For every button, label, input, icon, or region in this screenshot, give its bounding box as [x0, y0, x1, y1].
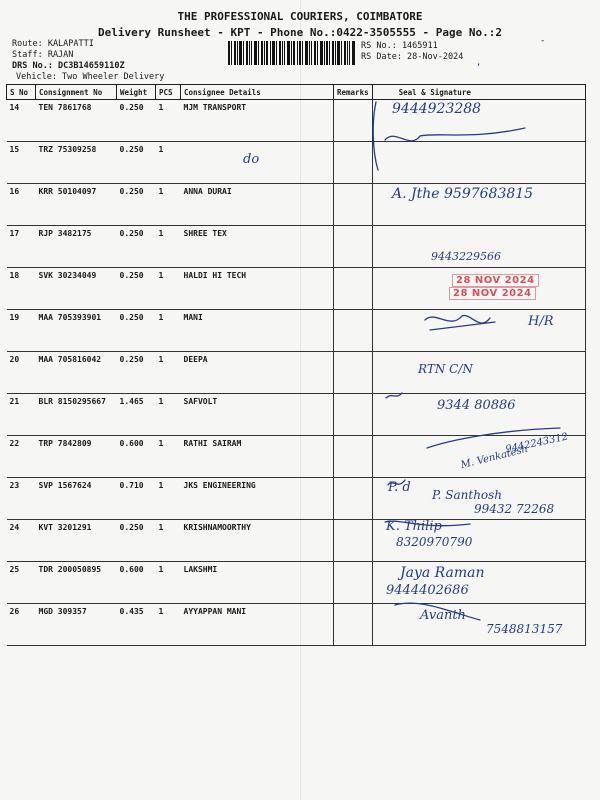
page-subtitle: Delivery Runsheet - KPT - Phone No.:0422-3505555 - Page No.:2: [98, 26, 502, 39]
cell-pcs: 1: [156, 520, 181, 562]
cell-sno: 19: [7, 310, 36, 352]
cell-pcs: 1: [156, 226, 181, 268]
cell-weight: 0.250: [117, 268, 156, 310]
pen-tick-mark: -: [540, 36, 546, 46]
cell-consignee: AYYAPPAN MANI: [181, 604, 334, 646]
cell-weight: 0.250: [117, 142, 156, 184]
cell-consignee: SAFVOLT: [181, 394, 334, 436]
handwritten-note-20: RTN C/N: [418, 362, 473, 376]
rs-date: RS Date: 28-Nov-2024: [361, 52, 464, 62]
col-header-consignee: Consignee Details: [181, 85, 334, 100]
staff-label: Staff: RAJAN: [12, 50, 74, 60]
cell-weight: 0.250: [117, 100, 156, 142]
cell-sno: 18: [7, 268, 36, 310]
cell-weight: 0.435: [117, 604, 156, 646]
cell-pcs: 1: [156, 100, 181, 142]
cell-consignment: BLR 8150295667: [36, 394, 117, 436]
cell-consignee: KRISHNAMOORTHY: [181, 520, 334, 562]
cell-consignment: MAA 705816042: [36, 352, 117, 394]
date-stamp: 28 NOV 2024: [452, 274, 539, 287]
cell-consignee: SHREE TEX: [181, 226, 334, 268]
drs-number: DRS No.: DC3B14659110Z: [12, 61, 125, 71]
cell-weight: 0.250: [117, 310, 156, 352]
cell-weight: 1.465: [117, 394, 156, 436]
cell-consignment: MAA 705393901: [36, 310, 117, 352]
handwritten-mark-23: P. d: [388, 480, 411, 495]
cell-pcs: 1: [156, 268, 181, 310]
cell-pcs: 1: [156, 562, 181, 604]
cell-pcs: 1: [156, 604, 181, 646]
cell-weight: 0.600: [117, 562, 156, 604]
date-stamp: 28 NOV 2024: [449, 287, 536, 300]
cell-sno: 15: [7, 142, 36, 184]
handwritten-phone-23: 99432 72268: [474, 502, 555, 516]
cell-pcs: 1: [156, 394, 181, 436]
cell-sno: 20: [7, 352, 36, 394]
vehicle-label: Vehicle: Two Wheeler Delivery: [16, 72, 165, 82]
cell-weight: 0.250: [117, 184, 156, 226]
cell-sno: 25: [7, 562, 36, 604]
handwritten-name-22: M. Venkatesh: [459, 443, 530, 472]
cell-sno: 17: [7, 226, 36, 268]
col-header-consignment: Consignment No: [36, 85, 117, 100]
cell-pcs: 1: [156, 142, 181, 184]
col-header-sno: S No: [7, 85, 36, 100]
cell-weight: 0.600: [117, 436, 156, 478]
cell-pcs: 1: [156, 310, 181, 352]
cell-consignment: KVT 3201291: [36, 520, 117, 562]
cell-consignee: LAKSHMI: [181, 562, 334, 604]
cell-consignment: TEN 7861768: [36, 100, 117, 142]
cell-consignment: SVP 1567624: [36, 478, 117, 520]
cell-pcs: 1: [156, 184, 181, 226]
cell-consignee: ANNA DURAI: [181, 184, 334, 226]
handwritten-phone-25: 9444402686: [386, 583, 469, 598]
col-header-pcs: PCS: [156, 85, 181, 100]
cell-consignment: RJP 3482175: [36, 226, 117, 268]
handwritten-mark-15: do: [243, 152, 260, 167]
cell-consignee: DEEPA: [181, 352, 334, 394]
col-header-weight: Weight: [117, 85, 156, 100]
rs-number: RS No.: 1465911: [361, 41, 438, 51]
cell-sno: 21: [7, 394, 36, 436]
cell-weight: 0.250: [117, 226, 156, 268]
handwritten-name-25: Jaya Raman: [400, 565, 485, 581]
cell-sno: 24: [7, 520, 36, 562]
handwritten-phone-22: 9442243312: [504, 431, 570, 456]
handwritten-name-24: K. Thilip: [386, 519, 442, 534]
handwritten-phone-21: 9344 80886: [437, 398, 516, 413]
cell-weight: 0.250: [117, 520, 156, 562]
cell-consignment: KRR 50104097: [36, 184, 117, 226]
handwritten-phone-14: 9444923288: [392, 101, 482, 117]
handwritten-name-23: P. Santhosh: [432, 488, 503, 502]
cell-weight: 0.710: [117, 478, 156, 520]
handwritten-name-26: Avanth: [420, 608, 466, 623]
cell-sno: 14: [7, 100, 36, 142]
cell-consignee: MJM TRANSPORT: [181, 100, 334, 142]
cell-consignment: SVK 30234049: [36, 268, 117, 310]
handwritten-note-19: H/R: [528, 314, 554, 329]
cell-consignment: TRZ 75309258: [36, 142, 117, 184]
cell-sno: 22: [7, 436, 36, 478]
handwritten-phone-24: 8320970790: [396, 535, 473, 549]
cell-consignment: TDR 200050895: [36, 562, 117, 604]
cell-sno: 16: [7, 184, 36, 226]
cell-consignee: HALDI HI TECH: [181, 268, 334, 310]
cell-consignee: MANI: [181, 310, 334, 352]
pen-tick-mark: ‚: [476, 58, 482, 68]
cell-sno: 23: [7, 478, 36, 520]
cell-consignee: RATHI SAIRAM: [181, 436, 334, 478]
col-header-seal-signature: Seal & Signature: [372, 85, 585, 100]
cell-pcs: 1: [156, 478, 181, 520]
cell-weight: 0.250: [117, 352, 156, 394]
handwritten-phone-17: 9443229566: [431, 250, 501, 263]
handwritten-phone-26: 7548813157: [486, 622, 563, 636]
cell-consignment: MGD 309357: [36, 604, 117, 646]
cell-sno: 26: [7, 604, 36, 646]
route-label: Route: KALAPATTI: [12, 39, 94, 49]
cell-consignment: TRP 7842809: [36, 436, 117, 478]
cell-pcs: 1: [156, 436, 181, 478]
handwritten-sign-16: A. Jthe 9597683815: [392, 186, 534, 202]
cell-pcs: 1: [156, 352, 181, 394]
cell-consignee: JKS ENGINEERING: [181, 478, 334, 520]
col-header-remarks: Remarks: [334, 85, 373, 100]
page-title: THE PROFESSIONAL COURIERS, COIMBATORE: [177, 10, 423, 23]
